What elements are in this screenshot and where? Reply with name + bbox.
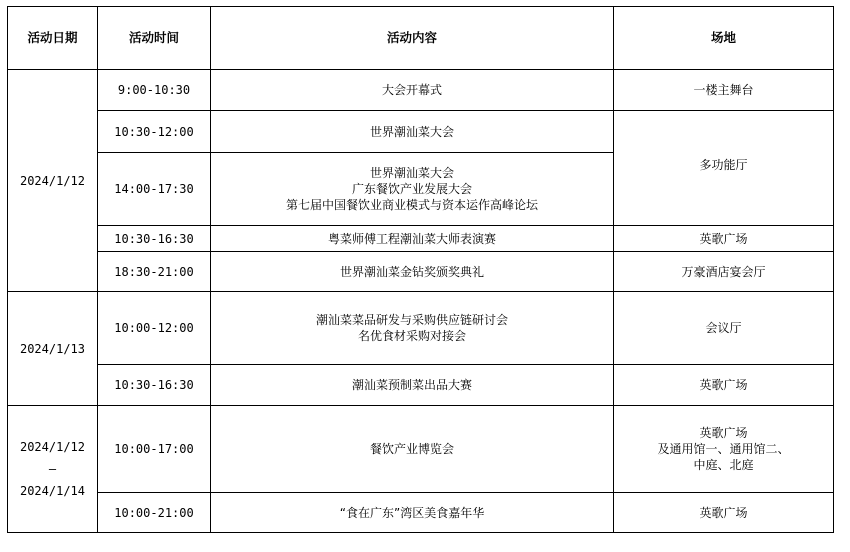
time-cell: 10:00-17:00 bbox=[98, 406, 211, 493]
table-row bbox=[8, 226, 834, 252]
date-line: 2024/1/14 bbox=[19, 484, 86, 498]
venue-cell: 多功能厅 bbox=[614, 111, 834, 226]
venue-cell: 英歌广场 bbox=[614, 493, 834, 533]
content-cell: 潮汕菜预制菜出品大赛 bbox=[211, 365, 614, 406]
venue-line: 英歌广场 bbox=[699, 426, 748, 440]
time-cell: 10:30-16:30 bbox=[98, 226, 211, 252]
content-cell: 餐饮产业博览会 bbox=[211, 406, 614, 493]
header-venue: 场地 bbox=[614, 7, 834, 70]
date-line: — bbox=[48, 462, 57, 476]
venue-cell: 万豪酒店宴会厅 bbox=[614, 252, 834, 292]
venue-line: 中庭、北庭 bbox=[693, 458, 754, 472]
date-cell: 2024/1/12 bbox=[8, 70, 98, 292]
content-line: 第七届中国餐饮业商业模式与资本运作高峰论坛 bbox=[285, 198, 538, 212]
header-date: 活动日期 bbox=[8, 7, 98, 70]
table-row bbox=[8, 252, 834, 292]
venue-cell bbox=[614, 406, 834, 493]
date-cell: 2024/1/13 bbox=[8, 292, 98, 406]
table-row bbox=[8, 365, 834, 406]
venue-cell: 会议厅 bbox=[614, 292, 834, 365]
venue-cell: 英歌广场 bbox=[614, 226, 834, 252]
table-row bbox=[8, 493, 834, 533]
content-line: 潮汕菜菜品研发与采购供应链研讨会 bbox=[315, 313, 508, 327]
time-cell: 18:30-21:00 bbox=[98, 252, 211, 292]
content-line: 名优食材采购对接会 bbox=[357, 329, 466, 343]
venue-cell: 英歌广场 bbox=[614, 365, 834, 406]
schedule-table bbox=[7, 6, 834, 533]
header-time: 活动时间 bbox=[98, 7, 211, 70]
content-cell bbox=[211, 153, 614, 226]
content-line: 世界潮汕菜大会 bbox=[369, 166, 454, 180]
content-cell: 粤菜师傅工程潮汕菜大师表演赛 bbox=[211, 226, 614, 252]
header-content: 活动内容 bbox=[211, 7, 614, 70]
time-cell: 14:00-17:30 bbox=[98, 153, 211, 226]
date-line: 2024/1/12 bbox=[19, 440, 86, 454]
time-cell: 10:00-12:00 bbox=[98, 292, 211, 365]
content-cell: 世界潮汕菜金钻奖颁奖典礼 bbox=[211, 252, 614, 292]
content-cell bbox=[211, 292, 614, 365]
venue-line: 及通用馆一、通用馆二、 bbox=[657, 442, 790, 456]
time-cell: 9:00-10:30 bbox=[98, 70, 211, 111]
venue-cell: 一楼主舞台 bbox=[614, 70, 834, 111]
time-cell: 10:00-21:00 bbox=[98, 493, 211, 533]
table-row bbox=[8, 406, 834, 493]
time-cell: 10:30-16:30 bbox=[98, 365, 211, 406]
content-cell: 世界潮汕菜大会 bbox=[211, 111, 614, 153]
header-row bbox=[8, 7, 834, 70]
content-line: 广东餐饮产业发展大会 bbox=[351, 182, 472, 196]
table-row bbox=[8, 70, 834, 111]
content-cell: 大会开幕式 bbox=[211, 70, 614, 111]
time-cell: 10:30-12:00 bbox=[98, 111, 211, 153]
table-row bbox=[8, 111, 834, 153]
table-row bbox=[8, 292, 834, 365]
date-cell bbox=[8, 406, 98, 533]
content-cell: “食在广东”湾区美食嘉年华 bbox=[211, 493, 614, 533]
